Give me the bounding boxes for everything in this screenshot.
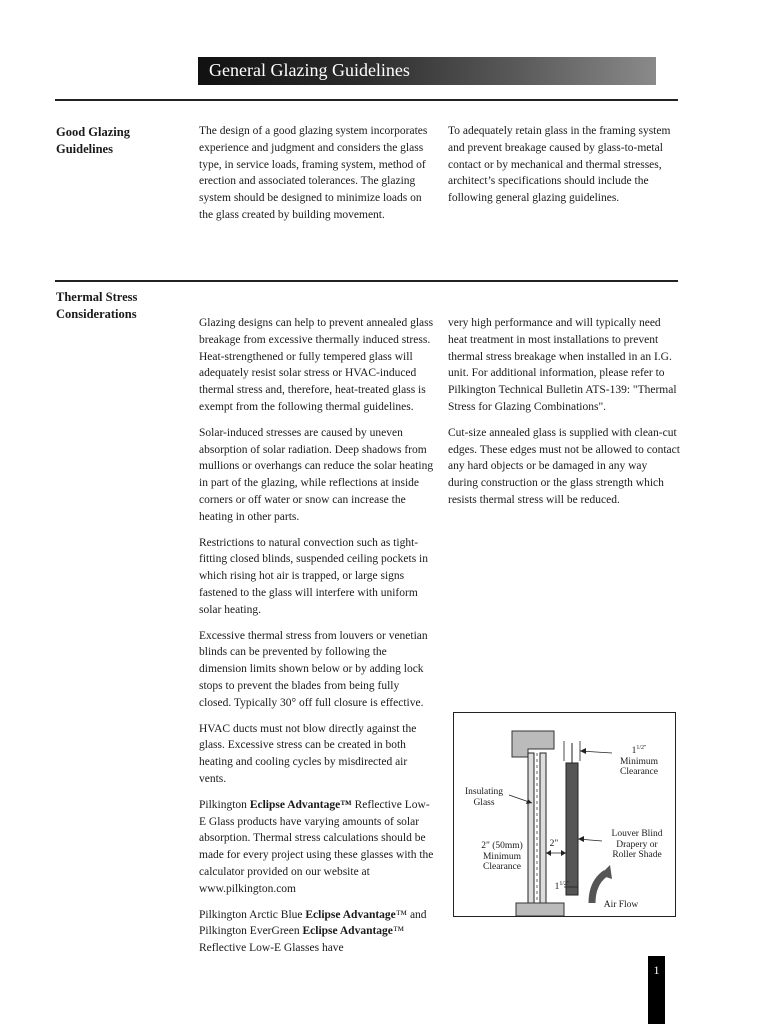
louver-blind-label: [602, 829, 672, 861]
label-line: Louver Blind: [611, 829, 663, 839]
label-line: Drapery or: [616, 839, 658, 850]
section-heading-good-glazing: [56, 124, 166, 158]
good-glazing-col1: [199, 123, 434, 233]
page-number-tab: [648, 956, 665, 1024]
paragraph: Restrictions to natural convection such as tight-fitting closed blinds, suspended ceiling pockets in which rising hot air is trapped, or large signs fastened to the glass will interfere with uniform solar heating.: [199, 536, 429, 616]
glass-lite-inner: [540, 753, 546, 903]
dim-whole: 1: [631, 746, 637, 757]
louver-blind-shape: [566, 763, 578, 895]
label-line: Clearance: [620, 767, 658, 778]
text: Reflective Low-E Glass products have varying amounts of solar absorption. Thermal stress calculations should be made for every project using these glasses with the calculator provided on our website at www.pilkington.com: [199, 798, 434, 895]
top-clearance-label: [604, 743, 674, 778]
label-line: Glass: [473, 797, 495, 808]
dim-fraction: 1/2": [559, 881, 570, 887]
label-line: 2" (50mm): [481, 841, 523, 851]
heading-line: Good Glazing: [56, 125, 130, 139]
paragraph: HVAC ducts must not blow directly against the glass. Excessive stress can be created in both heating and cooling cycles by misdirected air vents.: [199, 722, 417, 785]
label-line: Roller Shade: [612, 850, 662, 860]
paragraph: Glazing designs can help to prevent annealed glass breakage from excessive thermally induced stress. Heat-strengthened or fully tempered glass will adequately resist solar stress or HVAC-induced thermal stress and, therefore, heat-treated glass is exempt from the following thermal guidelines.: [199, 317, 434, 413]
product-name: Eclipse Advantage™: [249, 798, 352, 811]
louver-arrow-head: [578, 836, 584, 842]
good-glazing-col2: [448, 123, 680, 216]
dim-whole: 1: [554, 882, 560, 893]
text: ™ and Pilkington EverGreen: [199, 908, 427, 938]
insulating-glass-label: [458, 787, 510, 808]
heading-line: Considerations: [56, 307, 137, 321]
sill-shape: [516, 903, 564, 916]
section-divider-top: [55, 99, 678, 101]
page-title: General Glazing Guidelines: [209, 60, 410, 80]
mid-dim-label: 2": [549, 839, 559, 849]
page-number: 1: [653, 963, 660, 977]
label-line: Minimum: [482, 851, 521, 862]
product-name: Eclipse Advantage: [302, 925, 393, 938]
heading-line: Thermal Stress: [56, 290, 138, 304]
section-divider-thermal: [55, 280, 678, 282]
thermal-col2: [448, 315, 680, 518]
min-clearance-label: [472, 841, 532, 873]
airflow-arrow: [592, 873, 606, 903]
paragraph: Solar-induced stresses are caused by uneven absorption of solar radiation. Deep shadows from mullions or overhangs can reduce the solar heating in part of the glazing, while reflections at inside corners or off water or snow can increase the heating in other parts.: [199, 426, 434, 523]
paragraph: Excessive thermal stress from louvers or venetian blinds can be prevented by following the dimension limits shown below or by adding lock stops to prevent the blades from being fully closed. Typically 30° off full closure is effective.: [199, 629, 428, 709]
header-banner: [198, 57, 656, 85]
top-arrow-head: [580, 748, 586, 754]
heading-line: Guidelines: [56, 142, 113, 156]
paragraph: very high performance and will typically need heat treatment in most installations to prevent thermal stress breakage when installed in an I.G. unit. For additional information, please refer to Pilkington Technical Bulletin ATS-139: "Thermal Stress for Glazing Combinations".: [448, 317, 677, 413]
thermal-col1: [199, 315, 434, 966]
bottom-dim-label: [552, 879, 572, 893]
paragraph: To adequately retain glass in the framing system and prevent breakage caused by glass-to-metal contact or by mechanical and thermal stresses, architect’s specifications should include the following general glazing guidelines.: [448, 125, 671, 205]
air-flow-label: Air Flow: [603, 900, 639, 910]
paragraph: The design of a good glazing system incorporates experience and judgment and considers the glass type, in service loads, framing system, method of erection and associated tolerances. The glazing system should be designed to minimize loads on the glass created by building movement.: [199, 125, 428, 221]
label-line: Insulating: [465, 787, 503, 797]
product-name: Eclipse Advantage: [305, 908, 396, 921]
glass-lite-outer: [528, 753, 534, 903]
paragraph: [199, 907, 434, 957]
mid-arrow-right: [561, 850, 566, 856]
label-line: Minimum: [619, 756, 658, 767]
text: Pilkington: [199, 798, 250, 811]
text: Pilkington Arctic Blue: [199, 908, 306, 921]
section-heading-thermal-stress: [56, 289, 166, 323]
dim-fraction: 1/2": [636, 745, 647, 751]
text: ™ Reflective Low-E Glasses have: [199, 925, 405, 955]
mid-arrow-left: [546, 850, 551, 856]
clearance-diagram: [453, 712, 676, 917]
label-line: Clearance: [483, 862, 521, 872]
paragraph: Cut-size annealed glass is supplied with clean-cut edges. These edges must not be allowed to contact any hard objects or be damaged in any way during construction or the glass strength which resists thermal stress will be reduced.: [448, 426, 680, 506]
paragraph: [199, 797, 434, 898]
